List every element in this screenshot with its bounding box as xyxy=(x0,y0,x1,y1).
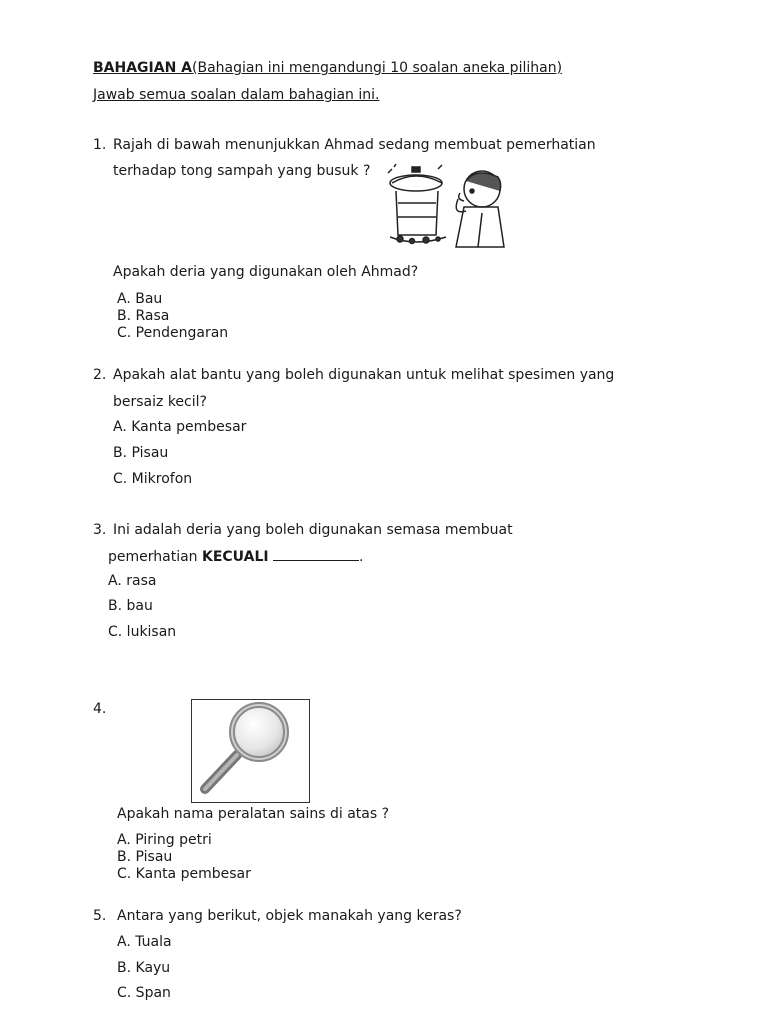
q3-line2-text: pemerhatian xyxy=(108,549,202,565)
q1-line2: terhadap tong sampah yang busuk ? xyxy=(113,163,371,179)
q2-option-a[interactable]: A. Kanta pembesar xyxy=(113,419,247,435)
q5-option-b[interactable]: B. Kayu xyxy=(117,960,171,976)
q4-option-a[interactable]: A. Piring petri xyxy=(117,832,212,848)
q2-option-c[interactable]: C. Mikrofon xyxy=(113,471,193,487)
q1-option-a[interactable]: A. Bau xyxy=(117,291,163,307)
q2-line1: Apakah alat bantu yang boleh digunakan untuk melihat spesimen yang xyxy=(113,367,615,383)
q3-option-c[interactable]: C. lukisan xyxy=(108,624,177,640)
boy-smelling-trash-can-illustration xyxy=(386,163,508,249)
q3-number: 3. xyxy=(93,522,107,538)
magnifying-glass-icon xyxy=(191,699,310,803)
q3-answer-blank[interactable] xyxy=(273,548,359,561)
section-instruction: Jawab semua soalan dalam bahagian ini. xyxy=(93,87,380,103)
q2-number: 2. xyxy=(93,367,107,383)
q4-option-b[interactable]: B. Pisau xyxy=(117,849,173,865)
boy-icon xyxy=(456,171,504,247)
q5-option-c[interactable]: C. Span xyxy=(117,985,171,1001)
trash-can-icon xyxy=(388,164,446,244)
q5-question: Antara yang berikut, objek manakah yang keras? xyxy=(117,908,462,924)
q5-number: 5. xyxy=(93,908,107,924)
q4-number: 4. xyxy=(93,701,107,717)
q4-question: Apakah nama peralatan sains di atas ? xyxy=(117,806,390,822)
q3-option-a[interactable]: A. rasa xyxy=(108,573,157,589)
q1-number: 1. xyxy=(93,137,107,153)
q2-line2: bersaiz kecil? xyxy=(113,394,207,410)
section-title: BAHAGIAN A xyxy=(93,60,193,76)
q1-question: Apakah deria yang digunakan oleh Ahmad? xyxy=(113,264,419,280)
q2-option-b[interactable]: B. Pisau xyxy=(113,445,169,461)
section-heading xyxy=(93,60,562,76)
section-subtitle: (Bahagian ini mengandungi 10 soalan aneka pilihan) xyxy=(192,60,563,76)
q1-line1: Rajah di bawah menunjukkan Ahmad sedang membuat pemerhatian xyxy=(113,137,596,153)
q3-option-b[interactable]: B. bau xyxy=(108,598,153,614)
q1-option-b[interactable]: B. Rasa xyxy=(117,308,170,324)
q3-line1: Ini adalah deria yang boleh digunakan semasa membuat xyxy=(113,522,513,538)
q4-option-c[interactable]: C. Kanta pembesar xyxy=(117,866,251,882)
q3-line2-end: . xyxy=(359,549,364,565)
q1-option-c[interactable]: C. Pendengaran xyxy=(117,325,229,341)
q3-line2 xyxy=(108,548,364,565)
q5-option-a[interactable]: A. Tuala xyxy=(117,934,172,950)
q3-kecuali: KECUALI xyxy=(202,549,269,565)
